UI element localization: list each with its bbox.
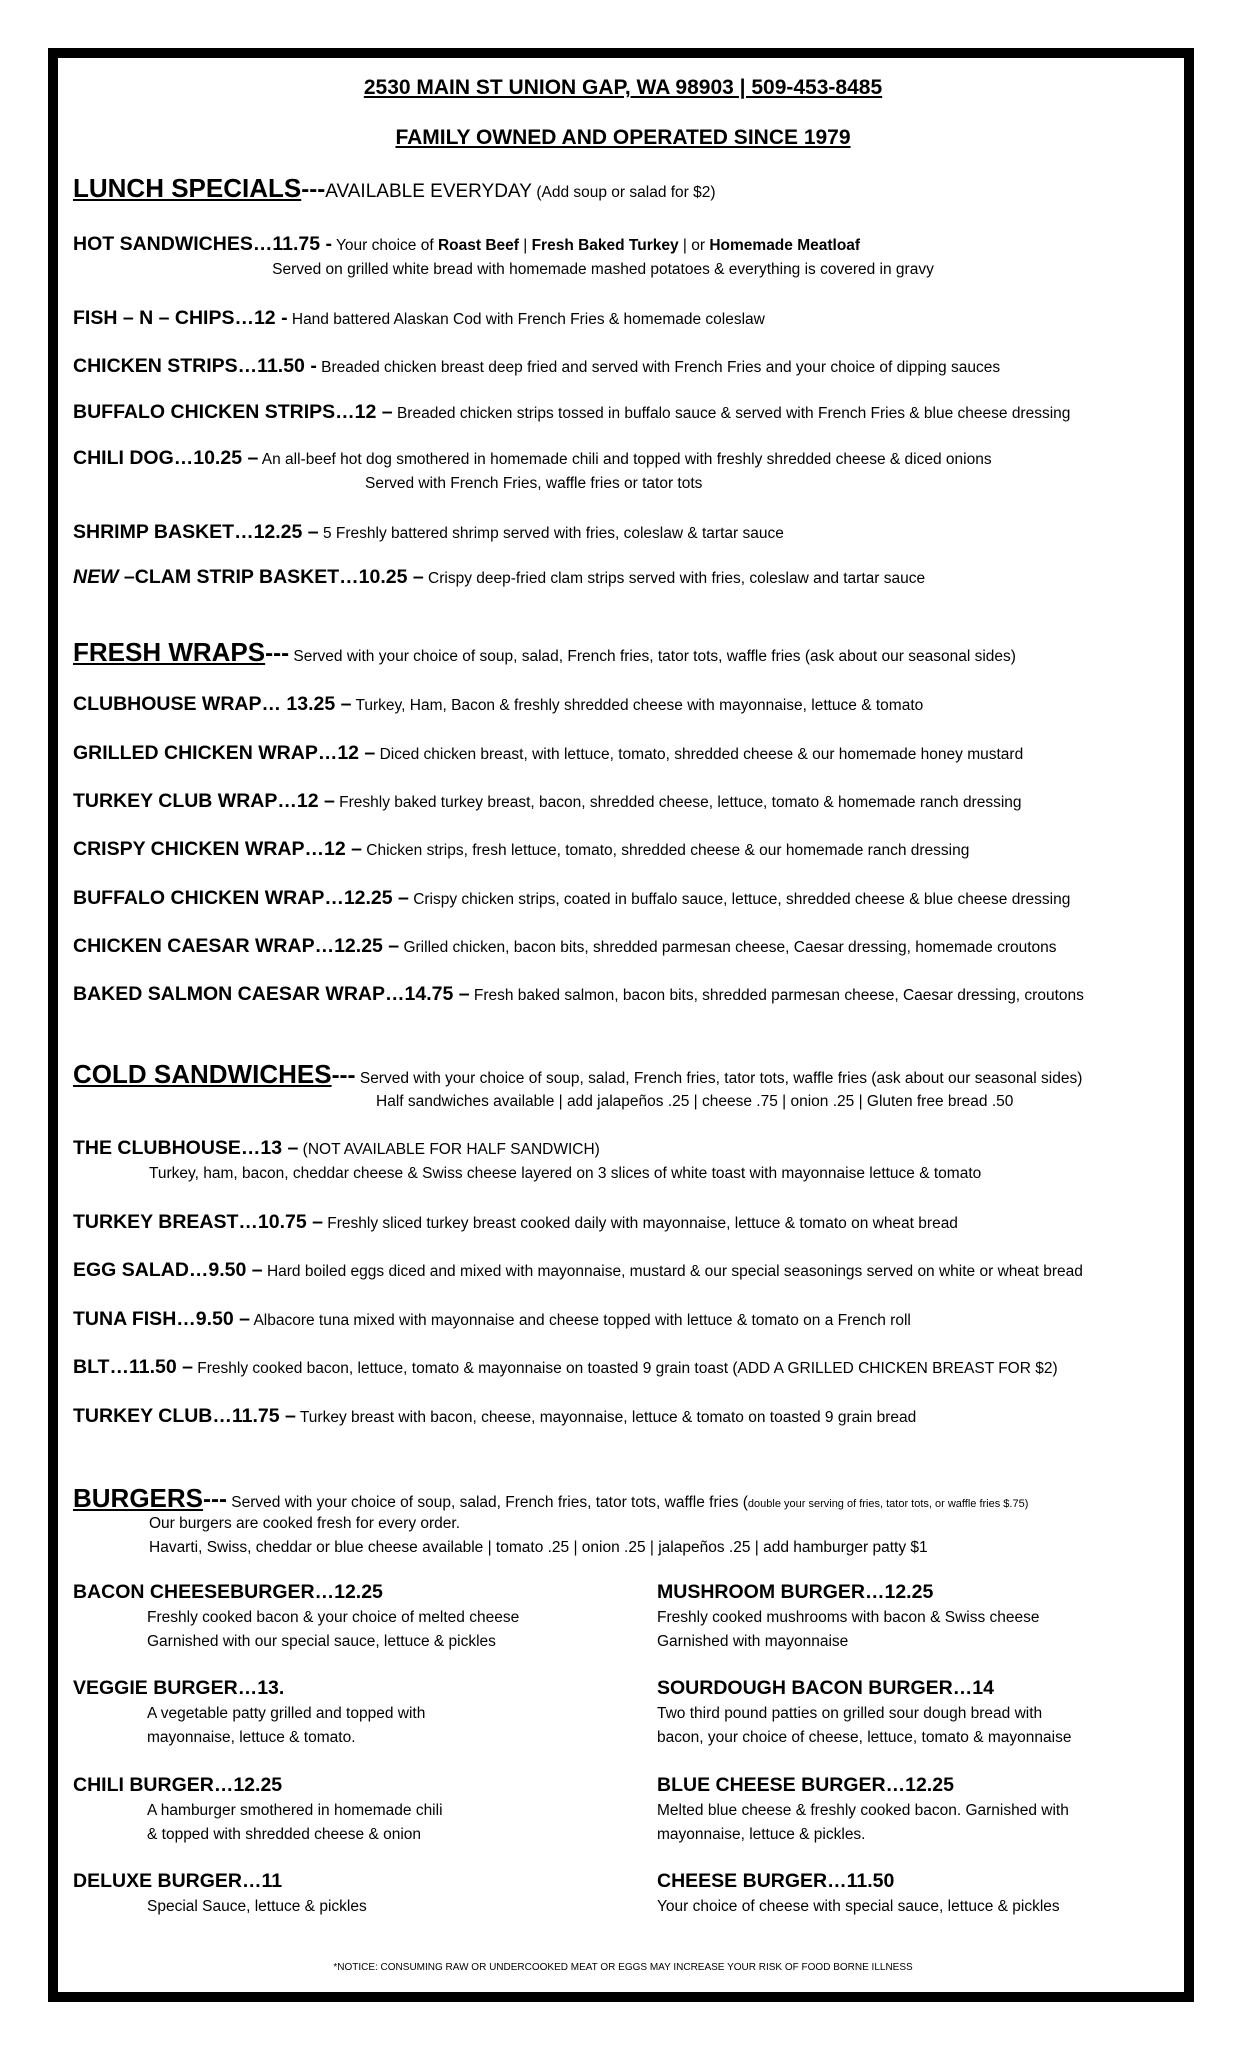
item-desc: Breaded chicken breast deep fried and served with French Fries and your choice of dipping sauces bbox=[316, 359, 1001, 376]
option-roast-beef: Roast Beef bbox=[437, 237, 519, 254]
item-desc: Melted blue cheese & freshly cooked bacon. Garnished with bbox=[657, 1802, 1069, 1819]
wraps-note: Served with your choice of soup, salad, French fries, tator tots, waffle fries (ask about our seasonal sides) bbox=[289, 648, 1016, 665]
burger-column-right bbox=[657, 1578, 1177, 1919]
burgers-title: BURGERS bbox=[73, 1483, 204, 1513]
item-desc: Turkey, Ham, Bacon & freshly shredded cheese with mayonnaise, lettuce & tomato bbox=[351, 697, 924, 714]
item-desc: Crispy chicken strips, coated in buffalo sauce, lettuce, shredded cheese & blue cheese dressing bbox=[408, 891, 1071, 908]
item-name: TUNA FISH…9.50 – bbox=[73, 1308, 250, 1330]
the-clubhouse-line2 bbox=[73, 1162, 1243, 1186]
cold-note: Served with your choice of soup, salad, French fries, tator tots, waffle fries (ask about our seasonal sides) bbox=[355, 1070, 1083, 1087]
item-name: VEGGIE BURGER…13. bbox=[73, 1677, 285, 1699]
fish-n-chips bbox=[73, 304, 1173, 334]
tagline-line bbox=[73, 126, 1173, 150]
buffalo-chicken-strips bbox=[73, 398, 1173, 428]
burger-item bbox=[73, 1771, 593, 1867]
burgers-note-small: double your serving of fries, tator tots, or waffle fries $.75) bbox=[747, 1498, 1029, 1510]
item-desc: Hand battered Alaskan Cod with French Fries & homemade coleslaw bbox=[287, 311, 765, 328]
chili-dog bbox=[73, 444, 1173, 474]
item-desc: Served with French Fries, waffle fries or tator tots bbox=[365, 475, 703, 492]
item-desc: Freshly sliced turkey breast cooked daily with mayonnaise, lettuce & tomato on wheat bread bbox=[322, 1215, 958, 1232]
item-desc: A vegetable patty grilled and topped with bbox=[147, 1705, 426, 1722]
burgers-info: Our burgers are cooked fresh for every order. bbox=[149, 1515, 461, 1532]
item-name: DELUXE BURGER…11 bbox=[73, 1870, 283, 1892]
menu-item bbox=[73, 980, 1173, 1010]
item-desc: Hard boiled eggs diced and mixed with mayonnaise, mustard & our special seasonings served on white or wheat bread bbox=[262, 1263, 1083, 1280]
hot-sandwiches-line2 bbox=[53, 258, 1153, 282]
lunch-note-small: (Add soup or salad for $2) bbox=[536, 184, 716, 201]
item-desc: Served on grilled white bread with homemade mashed potatoes & everything is covered in gravy bbox=[272, 261, 934, 278]
item-name: SOURDOUGH BACON BURGER…14 bbox=[657, 1677, 994, 1699]
separator: | or bbox=[678, 237, 710, 254]
menu-item bbox=[73, 690, 1173, 720]
lunch-header bbox=[73, 174, 1173, 207]
item-name: SHRIMP BASKET…12.25 – bbox=[73, 521, 319, 543]
item-name: CHICKEN STRIPS…11.50 - bbox=[73, 355, 317, 377]
wraps-title: FRESH WRAPS bbox=[73, 637, 266, 667]
item-desc: Garnished with mayonnaise bbox=[657, 1633, 849, 1650]
tagline: FAMILY OWNED AND OPERATED SINCE 1979 bbox=[395, 126, 851, 149]
item-desc: Two third pound patties on grilled sour dough bread with bbox=[657, 1705, 1043, 1722]
item-desc: & topped with shredded cheese & onion bbox=[147, 1826, 422, 1843]
cold-note-line2 bbox=[73, 1090, 1243, 1114]
burgers-addons: Havarti, Swiss, cheddar or blue cheese available | tomato .25 | onion .25 | jalapeños .25 | add hamburger patty $1 bbox=[149, 1539, 928, 1556]
item-name: CHEESE BURGER…11.50 bbox=[657, 1870, 895, 1892]
the-clubhouse bbox=[73, 1134, 1173, 1164]
burger-item bbox=[73, 1867, 593, 1919]
item-desc: Freshly cooked bacon & your choice of melted cheese bbox=[147, 1609, 520, 1626]
new-badge: NEW bbox=[73, 566, 119, 588]
menu-item bbox=[73, 1402, 1173, 1432]
cold-header bbox=[73, 1060, 1173, 1093]
item-name: HOT SANDWICHES…11.75 - bbox=[73, 233, 332, 255]
item-desc: bacon, your choice of cheese, lettuce, tomato & mayonnaise bbox=[657, 1729, 1072, 1746]
item-name: THE CLUBHOUSE…13 – bbox=[73, 1137, 299, 1159]
lunch-title: LUNCH SPECIALS bbox=[73, 173, 302, 203]
option-turkey: Fresh Baked Turkey bbox=[531, 237, 679, 254]
item-name: BUFFALO CHICKEN STRIPS…12 – bbox=[73, 401, 393, 423]
item-desc: A hamburger smothered in homemade chili bbox=[147, 1802, 443, 1819]
burgers-dashes: --- bbox=[203, 1486, 227, 1513]
option-meatloaf: Homemade Meatloaf bbox=[709, 237, 861, 254]
clam-strip-basket bbox=[73, 563, 1173, 593]
burger-item bbox=[657, 1578, 1177, 1674]
burger-item bbox=[657, 1867, 1177, 1919]
wraps-header bbox=[73, 638, 1173, 671]
wraps-dashes: --- bbox=[265, 640, 290, 667]
item-name: BACON CHEESEBURGER…12.25 bbox=[73, 1581, 383, 1603]
menu-item bbox=[73, 1353, 1173, 1383]
item-name: MUSHROOM BURGER…12.25 bbox=[657, 1581, 934, 1603]
chicken-strips bbox=[73, 352, 1173, 382]
burger-item bbox=[73, 1674, 593, 1771]
item-name: CLUBHOUSE WRAP… 13.25 – bbox=[73, 693, 352, 715]
address: 2530 MAIN ST UNION GAP, WA 98903 | 509-453-8485 bbox=[363, 76, 883, 99]
burger-column-left bbox=[73, 1578, 593, 1919]
item-desc: Chicken strips, fresh lettuce, tomato, shredded cheese & our homemade ranch dressing bbox=[361, 842, 970, 859]
item-name: BUFFALO CHICKEN WRAP…12.25 – bbox=[73, 887, 409, 909]
item-name: TURKEY BREAST…10.75 – bbox=[73, 1211, 323, 1233]
food-safety-notice bbox=[73, 1962, 1173, 1973]
lunch-dashes: --- bbox=[301, 176, 326, 203]
burgers-line3 bbox=[73, 1536, 1243, 1560]
burger-item bbox=[657, 1674, 1177, 1771]
item-desc: Breaded chicken strips tossed in buffalo sauce & served with French Fries & blue cheese dressing bbox=[392, 405, 1071, 422]
item-name: BLUE CHEESE BURGER…12.25 bbox=[657, 1774, 954, 1796]
item-desc: Diced chicken breast, with lettuce, tomato, shredded cheese & our homemade honey mustard bbox=[375, 746, 1024, 763]
item-name: CRISPY CHICKEN WRAP…12 – bbox=[73, 838, 362, 860]
item-name: BAKED SALMON CAESAR WRAP…14.75 – bbox=[73, 983, 470, 1005]
item-desc: Freshly cooked mushrooms with bacon & Swiss cheese bbox=[657, 1609, 1040, 1626]
item-desc: Freshly cooked bacon, lettuce, tomato & mayonnaise on toasted 9 grain toast (ADD A GRILLED CHICKEN BREAST FOR $2) bbox=[192, 1360, 1058, 1377]
item-desc: Turkey breast with bacon, cheese, mayonnaise, lettuce & tomato on toasted 9 grain bread bbox=[295, 1409, 917, 1426]
item-desc: (NOT AVAILABLE FOR HALF SANDWICH) bbox=[298, 1141, 600, 1158]
item-desc: Special Sauce, lettuce & pickles bbox=[147, 1898, 367, 1915]
cold-addons: Half sandwiches available | add jalapeños .25 | cheese .75 | onion .25 | Gluten free bread .50 bbox=[376, 1093, 1014, 1110]
item-desc: 5 Freshly battered shrimp served with fries, coleslaw & tartar sauce bbox=[318, 525, 784, 542]
item-name: CHILI DOG…10.25 – bbox=[73, 447, 259, 469]
separator: | bbox=[518, 237, 532, 254]
item-desc: Your choice of bbox=[331, 237, 438, 254]
item-name: GRILLED CHICKEN WRAP…12 – bbox=[73, 742, 376, 764]
menu-item bbox=[73, 1305, 1173, 1335]
cold-title: COLD SANDWICHES bbox=[73, 1059, 332, 1089]
burgers-line2 bbox=[73, 1512, 1243, 1536]
burger-item bbox=[73, 1578, 593, 1674]
notice-text: *NOTICE: CONSUMING RAW OR UNDERCOOKED MEAT OR EGGS MAY INCREASE YOUR RISK OF FOOD BORNE ILLNESS bbox=[333, 1962, 913, 1973]
item-name: EGG SALAD…9.50 – bbox=[73, 1259, 263, 1281]
item-desc: Your choice of cheese with special sauce, lettuce & pickles bbox=[657, 1898, 1060, 1915]
item-desc: Turkey, ham, bacon, cheddar cheese & Swiss cheese layered on 3 slices of white toast with mayonnaise lettuce & tomato bbox=[149, 1165, 982, 1182]
item-desc: An all-beef hot dog smothered in homemade chili and topped with freshly shredded cheese & diced onions bbox=[258, 451, 992, 468]
item-desc: Albacore tuna mixed with mayonnaise and cheese topped with lettuce & tomato on a French roll bbox=[250, 1312, 911, 1329]
burgers-note: Served with your choice of soup, salad, French fries, tator tots, waffle fries ( bbox=[227, 1494, 748, 1511]
item-desc: Garnished with our special sauce, lettuce & pickles bbox=[147, 1633, 496, 1650]
item-desc: mayonnaise, lettuce & pickles. bbox=[657, 1826, 866, 1843]
menu-item bbox=[73, 787, 1173, 817]
hot-sandwiches bbox=[73, 230, 1173, 260]
cold-dashes: --- bbox=[331, 1062, 356, 1089]
chili-dog-line2 bbox=[73, 472, 1243, 496]
menu-item bbox=[73, 1208, 1173, 1238]
item-desc: Freshly baked turkey breast, bacon, shredded cheese, lettuce, tomato & homemade ranch dressing bbox=[334, 794, 1022, 811]
item-name: FISH – N – CHIPS…12 - bbox=[73, 307, 288, 329]
menu-item bbox=[73, 739, 1173, 769]
item-desc: mayonnaise, lettuce & tomato. bbox=[147, 1729, 356, 1746]
item-name: TURKEY CLUB…11.75 – bbox=[73, 1405, 296, 1427]
item-name: CHILI BURGER…12.25 bbox=[73, 1774, 283, 1796]
menu-item bbox=[73, 1256, 1173, 1286]
item-desc: Fresh baked salmon, bacon bits, shredded parmesan cheese, Caesar dressing, croutons bbox=[469, 987, 1084, 1004]
item-name: TURKEY CLUB WRAP…12 – bbox=[73, 790, 335, 812]
burger-item bbox=[657, 1771, 1177, 1867]
menu-item bbox=[73, 835, 1173, 865]
menu-item bbox=[73, 884, 1173, 914]
address-line bbox=[73, 76, 1173, 100]
menu-item bbox=[73, 932, 1173, 962]
item-name: –CLAM STRIP BASKET…10.25 – bbox=[118, 566, 424, 588]
shrimp-basket bbox=[73, 518, 1173, 548]
item-name: BLT…11.50 – bbox=[73, 1356, 193, 1378]
item-name: CHICKEN CAESAR WRAP…12.25 – bbox=[73, 935, 400, 957]
item-desc: Grilled chicken, bacon bits, shredded parmesan cheese, Caesar dressing, homemade croutons bbox=[399, 939, 1057, 956]
item-desc: Crispy deep-fried clam strips served with fries, coleslaw and tartar sauce bbox=[423, 570, 926, 587]
lunch-note: AVAILABLE EVERYDAY bbox=[325, 181, 532, 202]
